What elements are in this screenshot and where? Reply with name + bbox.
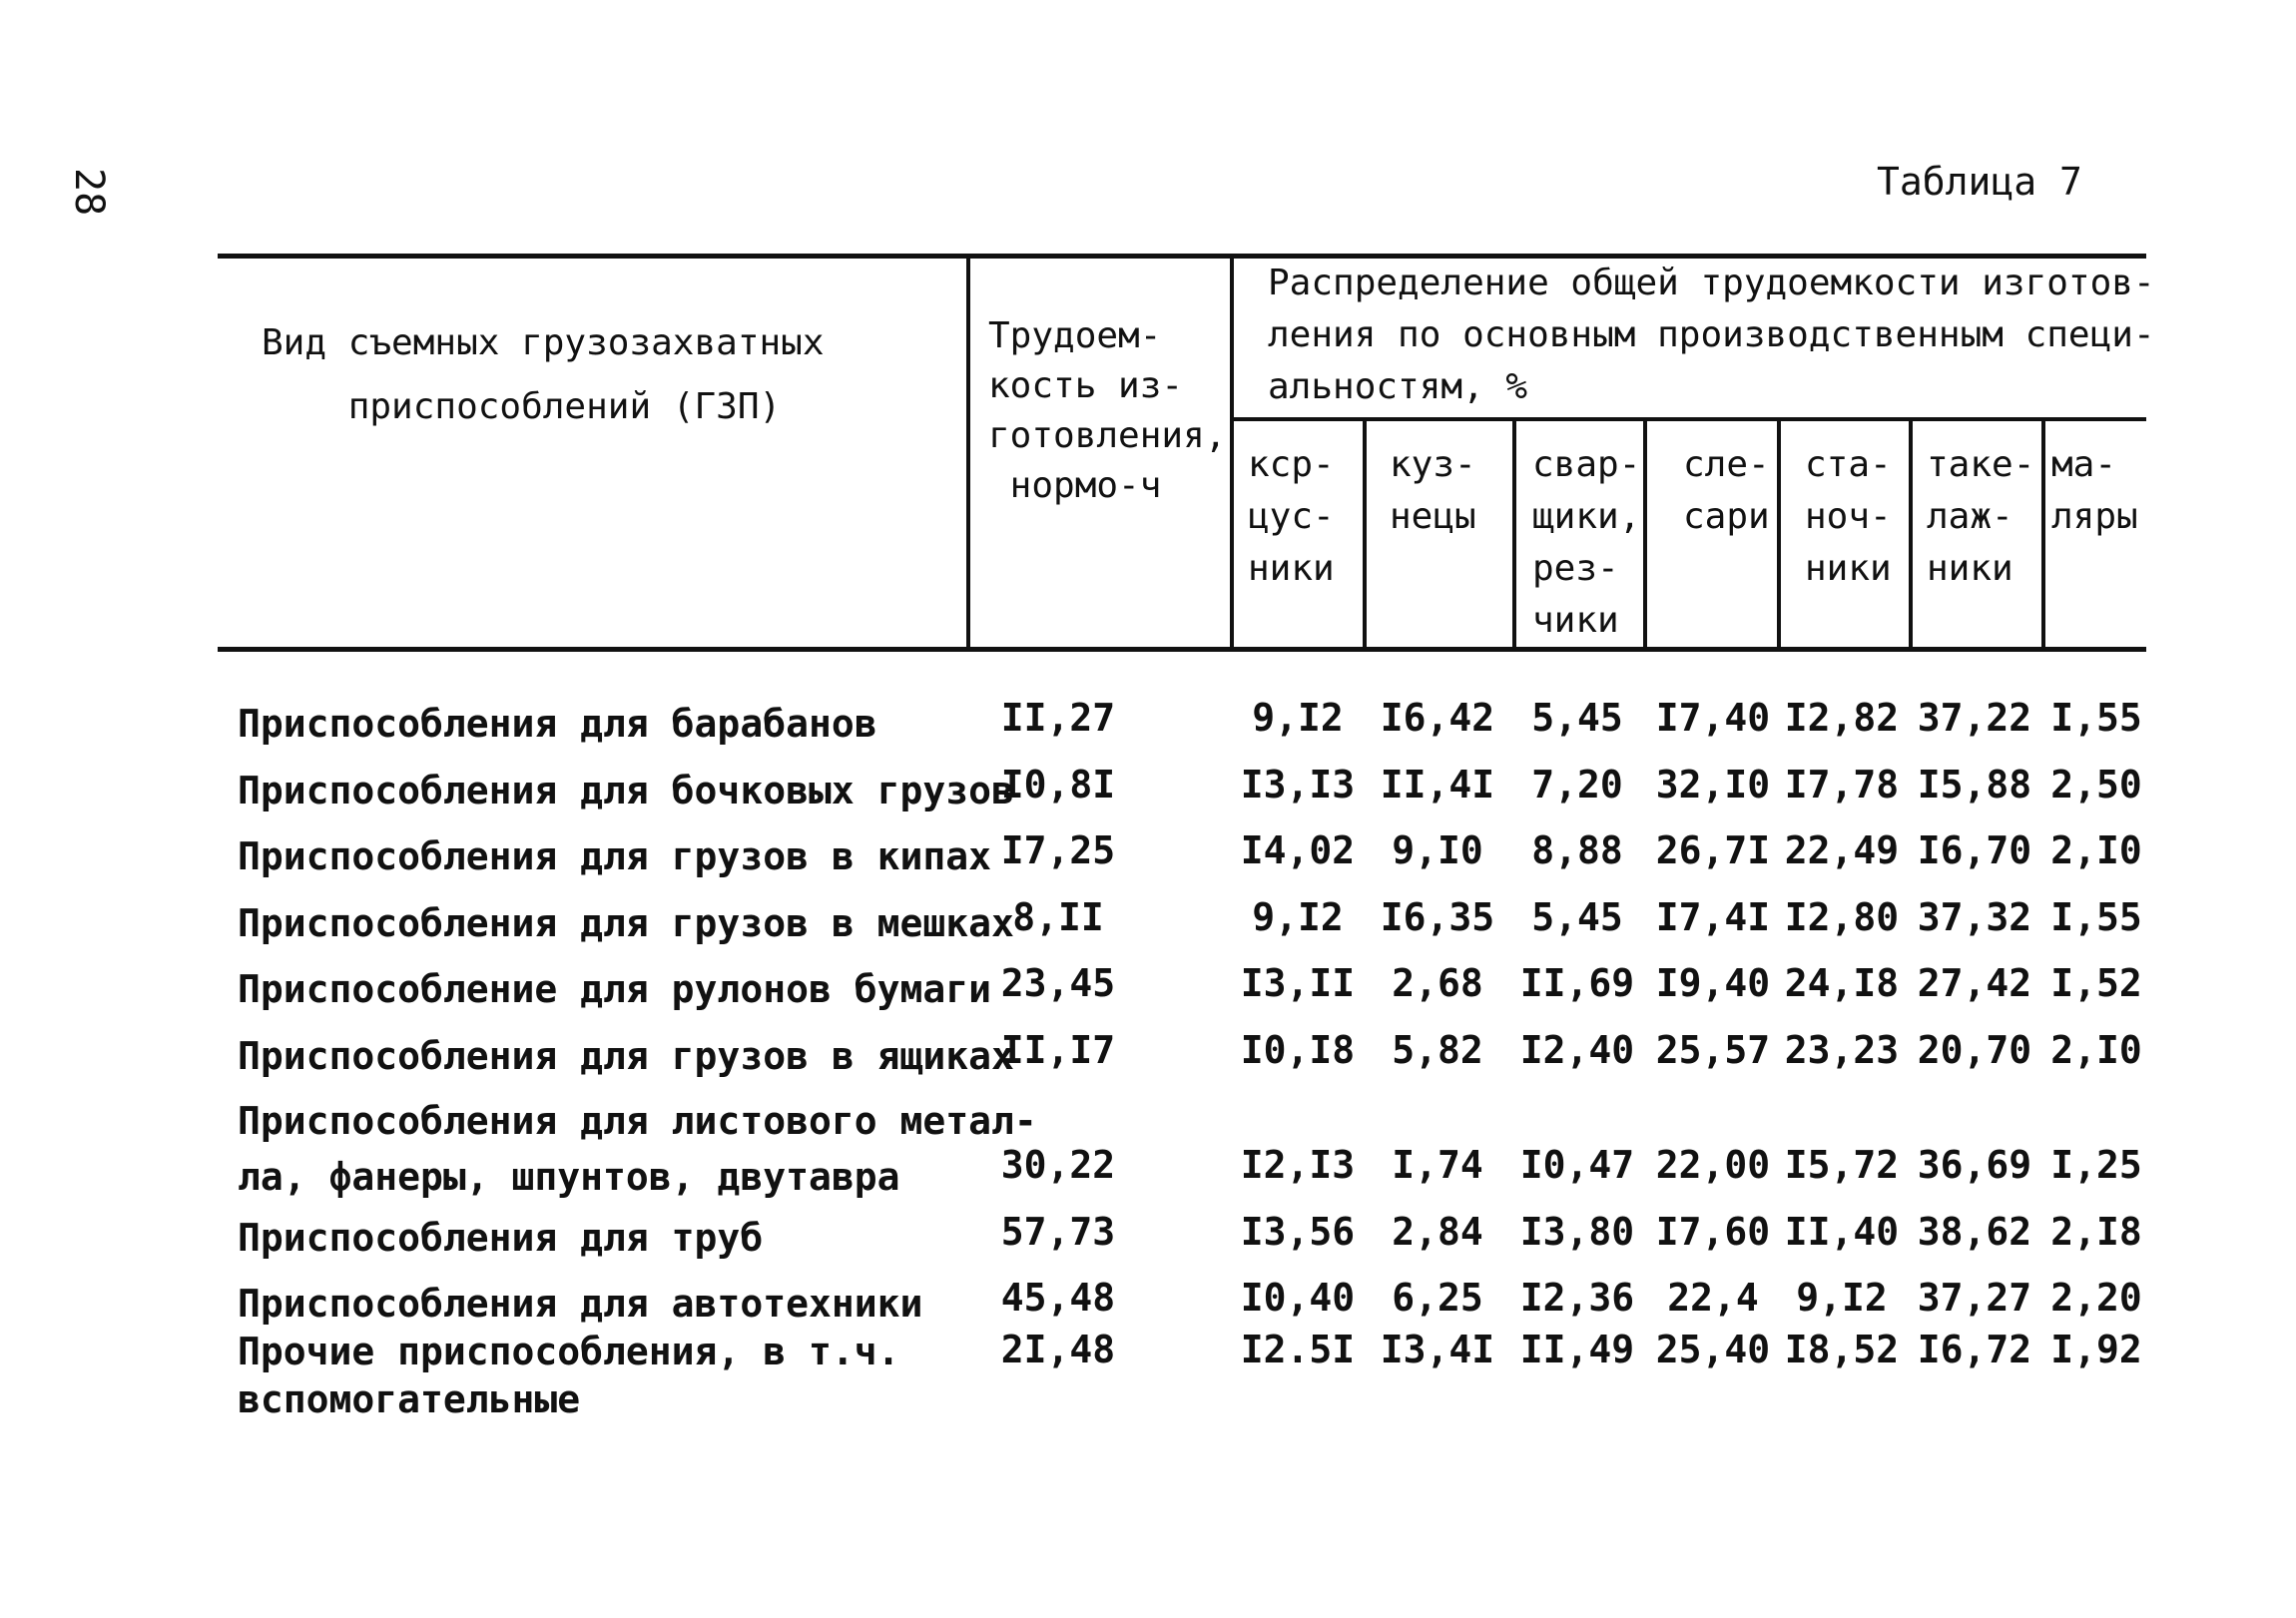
page-number: 28 — [66, 168, 112, 217]
row-name: Приспособления для листового метал- ла, фанеры, шпунтов, двутавра — [238, 1099, 1037, 1199]
row-value: 9,I2 — [1252, 696, 1344, 740]
row-value: 24,I8 — [1784, 961, 1900, 1005]
trades-divider-rule — [1234, 417, 2146, 421]
row-value: I5,72 — [1784, 1143, 1900, 1187]
row-value: I3,4I — [1380, 1328, 1495, 1371]
row-value: I7,60 — [1655, 1210, 1771, 1254]
row-value: I8,52 — [1784, 1328, 1900, 1371]
row-name: Приспособления для барабанов — [238, 702, 877, 746]
row-labor: 2I,48 — [1000, 1328, 1116, 1371]
row-value: II,49 — [1519, 1328, 1635, 1371]
row-value: 7,20 — [1531, 763, 1623, 807]
row-value: I2,I3 — [1240, 1143, 1356, 1187]
row-value: I3,80 — [1519, 1210, 1635, 1254]
row-value: 37,27 — [1917, 1276, 2032, 1320]
row-value: I6,42 — [1380, 696, 1495, 740]
row-value: 9,I2 — [1796, 1276, 1888, 1320]
row-value: I0,40 — [1240, 1276, 1356, 1320]
row-labor: 45,48 — [1000, 1276, 1116, 1320]
row-value: 20,70 — [1917, 1028, 2032, 1072]
row-value: 37,32 — [1917, 895, 2032, 939]
header-trade: ста- ноч- ники — [1805, 444, 1892, 589]
row-name: Приспособления для грузов в мешках — [238, 901, 1014, 945]
row-value: 37,22 — [1917, 696, 2032, 740]
row-value: I0,47 — [1519, 1143, 1635, 1187]
column-divider — [2041, 419, 2045, 651]
row-value: I2,80 — [1784, 895, 1900, 939]
column-divider — [1777, 419, 1781, 651]
row-value: 27,42 — [1917, 961, 2032, 1005]
row-value: 2,I0 — [2050, 828, 2142, 872]
row-value: 8,88 — [1531, 828, 1623, 872]
row-value: I3,56 — [1240, 1210, 1356, 1254]
column-divider — [1363, 419, 1367, 651]
row-value: I6,35 — [1380, 895, 1495, 939]
row-value: I4,02 — [1240, 828, 1356, 872]
row-value: I,55 — [2050, 895, 2142, 939]
row-name: Прочие приспособления, в т.ч. вспомогательные — [238, 1330, 900, 1421]
row-name: Приспособления для грузов в ящиках — [238, 1034, 1014, 1078]
header-trade: ма- ляры — [2051, 444, 2138, 537]
row-value: I7,4I — [1655, 895, 1771, 939]
header-bottom-rule — [218, 647, 2146, 652]
row-value: I,92 — [2050, 1328, 2142, 1371]
header-trade: куз- нецы — [1390, 444, 1476, 537]
column-divider — [1643, 419, 1647, 651]
column-divider — [1230, 256, 1234, 651]
row-value: 26,7I — [1655, 828, 1771, 872]
row-value: 22,00 — [1655, 1143, 1771, 1187]
header-labor: Трудоем- кость из- готовления, нормо-ч — [988, 315, 1227, 506]
header-trade: свар- щики, рез- чики — [1532, 444, 1641, 641]
row-value: 2,20 — [2050, 1276, 2142, 1320]
header-trade: таке- лаж- ники — [1927, 444, 2035, 589]
row-value: 38,62 — [1917, 1210, 2032, 1254]
header-distribution: Распределение общей трудоемкости изготов- ления по основным производственным специ- альностям, % — [1268, 263, 2155, 407]
row-value: I2,36 — [1519, 1276, 1635, 1320]
row-name: Приспособления для бочковых грузов — [238, 769, 1014, 812]
row-labor: I0,8I — [1000, 763, 1116, 807]
row-value: 22,49 — [1784, 828, 1900, 872]
row-labor: 30,22 — [1000, 1143, 1116, 1187]
header-trade: сле- сари — [1683, 444, 1770, 537]
row-value: I7,40 — [1655, 696, 1771, 740]
row-name: Приспособления для грузов в кипах — [238, 834, 991, 878]
row-value: I2,40 — [1519, 1028, 1635, 1072]
row-value: I2.5I — [1240, 1328, 1356, 1371]
row-value: I3,II — [1240, 961, 1356, 1005]
header-name: Вид съемных грузозахватных приспособлений (ГЗП) — [262, 322, 825, 427]
row-value: 22,4 — [1667, 1276, 1759, 1320]
header-trade: кср- цус- ники — [1248, 444, 1335, 589]
row-name: Приспособления для труб — [238, 1216, 764, 1260]
row-value: 36,69 — [1917, 1143, 2032, 1187]
row-value: 6,25 — [1392, 1276, 1483, 1320]
row-value: II,4I — [1380, 763, 1495, 807]
row-value: 2,I8 — [2050, 1210, 2142, 1254]
row-value: I2,82 — [1784, 696, 1900, 740]
row-value: 9,I2 — [1252, 895, 1344, 939]
row-value: 5,45 — [1531, 696, 1623, 740]
row-value: 2,68 — [1392, 961, 1483, 1005]
row-value: II,69 — [1519, 961, 1635, 1005]
table-caption: Таблица 7 — [1877, 160, 2082, 204]
row-value: 2,I0 — [2050, 1028, 2142, 1072]
row-value: I,55 — [2050, 696, 2142, 740]
row-value: I0,I8 — [1240, 1028, 1356, 1072]
row-value: I,52 — [2050, 961, 2142, 1005]
row-value: 32,I0 — [1655, 763, 1771, 807]
row-value: I6,72 — [1917, 1328, 2032, 1371]
row-value: I,25 — [2050, 1143, 2142, 1187]
row-value: II,40 — [1784, 1210, 1900, 1254]
row-value: 23,23 — [1784, 1028, 1900, 1072]
row-labor: II,27 — [1000, 696, 1116, 740]
row-name: Приспособление для рулонов бумаги — [238, 967, 991, 1011]
row-value: 25,40 — [1655, 1328, 1771, 1371]
row-value: I6,70 — [1917, 828, 2032, 872]
row-value: 5,45 — [1531, 895, 1623, 939]
row-value: I7,78 — [1784, 763, 1900, 807]
column-divider — [1512, 419, 1516, 651]
row-value: 25,57 — [1655, 1028, 1771, 1072]
column-divider — [1909, 419, 1913, 651]
row-name: Приспособления для автотехники — [238, 1282, 923, 1326]
row-value: 2,84 — [1392, 1210, 1483, 1254]
row-value: 9,I0 — [1392, 828, 1483, 872]
row-labor: I7,25 — [1000, 828, 1116, 872]
row-value: 2,50 — [2050, 763, 2142, 807]
row-labor: 8,II — [1012, 895, 1104, 939]
row-labor: 57,73 — [1000, 1210, 1116, 1254]
row-labor: II,I7 — [1000, 1028, 1116, 1072]
column-divider — [966, 256, 970, 651]
row-value: I,74 — [1392, 1143, 1483, 1187]
row-labor: 23,45 — [1000, 961, 1116, 1005]
row-value: I3,I3 — [1240, 763, 1356, 807]
row-value: 5,82 — [1392, 1028, 1483, 1072]
row-value: I5,88 — [1917, 763, 2032, 807]
row-value: I9,40 — [1655, 961, 1771, 1005]
